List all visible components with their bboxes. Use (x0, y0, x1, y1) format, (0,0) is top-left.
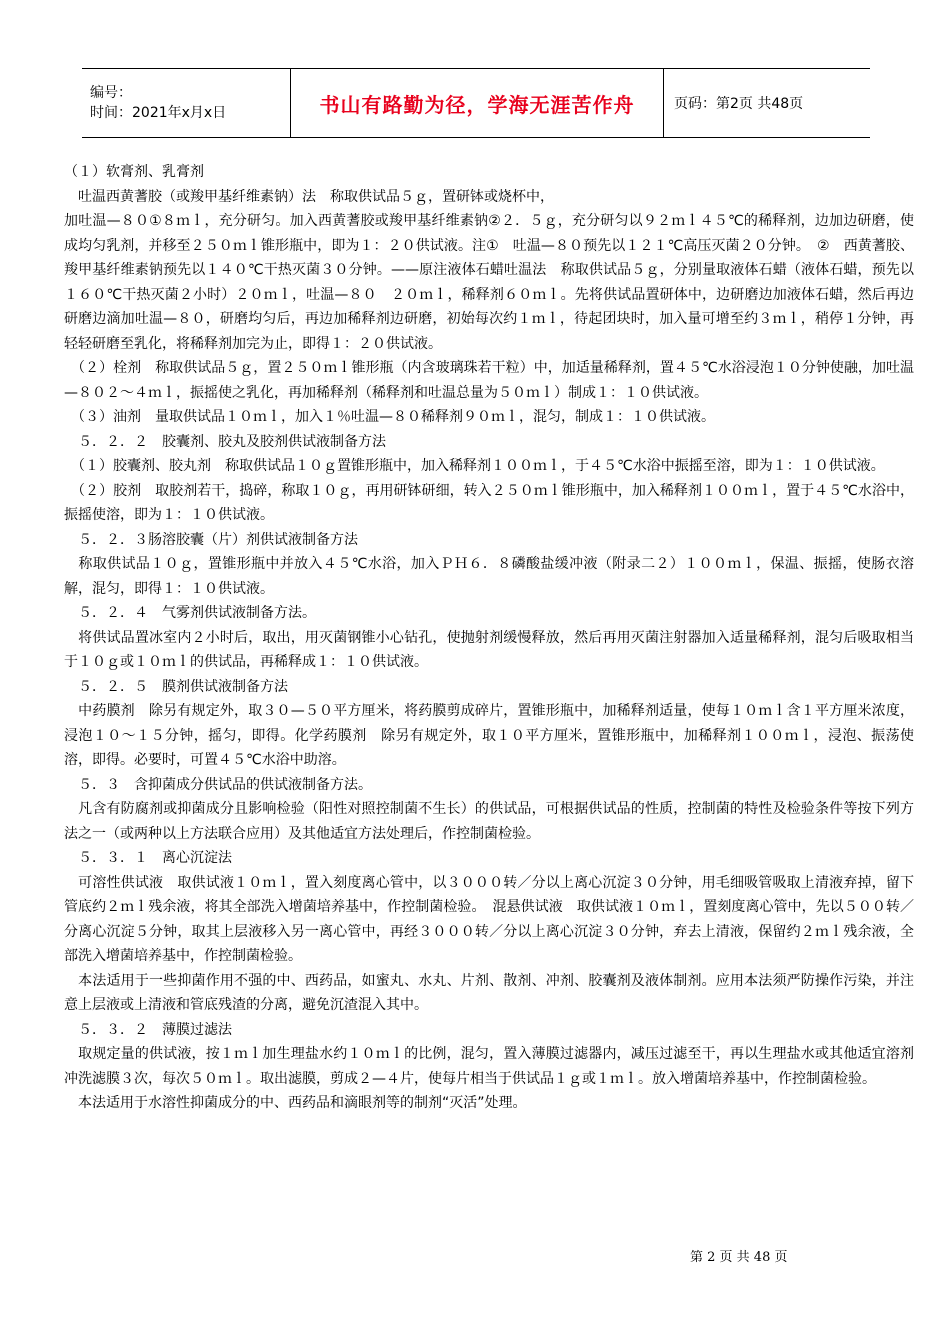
header-page-info (664, 69, 870, 137)
document-number-label: 编号： (90, 85, 132, 101)
motto-text: 书山有路勤为径，学海无涯苦作舟 (319, 92, 635, 117)
header-meta (82, 69, 291, 137)
body-paragraph: 中药膜剂 除另有规定外，取３０—５０平方厘米，将药膜剪成碎片，置锥形瓶中，加稀释剂适量，使每１０ｍｌ含１平方厘米浓度，浸泡１０～１５分钟，摇匀，即得。化学药膜剂 除另有规定外，取１０平方厘米，置锥形瓶中，加稀释剂１００ｍｌ，浸泡、振荡使溶，即得。必要时，可置４５℃水浴中助溶。 (64, 703, 914, 768)
body-paragraph: 加吐温—８０①８ｍｌ，充分研匀。加入西黄蓍胶或羧甲基纤维素钠②２．５ｇ，充分研匀以９２ｍｌ４５℃的稀释剂，边加边研磨，使成均匀乳剂，并移至２５０ｍｌ锥形瓶中，即为１：２０供试液。注① 吐温—８０预先以１２１℃高压灭菌２０分钟。 ② 西黄蓍胶、羧甲基纤维素钠预先以１４０℃干热灭菌３０分钟。——原注液体石蜡吐温法 称取供试品５ｇ，分别量取液体石蜡（液体石蜡，预先以１６０℃干热灭菌２小时）２０ｍｌ，吐温—８０ ２０ｍｌ，稀释剂６０ｍｌ。先将供试品置研体中，边研磨边加液体石蜡，然后再边研磨边滴加吐温—８０，研磨均匀后，再边加稀释剂边研磨，初始每次约１ｍｌ，待起团块时，加入量可增至约３ｍｌ，稍停１分钟，再轻轻研磨至乳化，将稀释剂加完为止，即得１：２０供试液。 (64, 213, 914, 352)
body-paragraph: 可溶性供试液 取供试液１０ｍｌ，置入刻度离心管中，以３０００转／分以上离心沉淀３０分钟，用毛细吸管吸取上清液弃掉，留下管底约２ｍｌ残余液，将其全部洗入增菌培养基中，作控制菌检验。 混悬供试液 取供试液１０ｍｌ，置刻度离心管中，先以５００转／分离心沉淀５分钟，取其上层液移入另一离心管中，再经３０００转／分以上离心沉淀３０分钟，弃去上清液，保留约２ｍｌ残余液，全部洗入增菌培养基中，作控制菌检验。 (64, 874, 914, 964)
header-motto (291, 69, 664, 137)
page-footer: 第 2 页 共 48 页 (690, 1250, 788, 1265)
body-paragraph: ５．３．２ 薄膜过滤法 (64, 1021, 232, 1038)
body-paragraph: ５．２．３肠溶胶囊（片）剂供试液制备方法 (64, 531, 358, 548)
page-info-text: 页码：第2页 共48页 (674, 96, 804, 112)
body-paragraph: 凡含有防腐剂或抑菌成分且影响检验（阳性对照控制菌不生长）的供试品，可根据供试品的性质，控制菌的特性及检验条件等按下列方法之一（或两种以上方法联合应用）及其他适宜方法处理后，作控制菌检验。 (64, 801, 914, 842)
document-body (64, 160, 914, 1116)
body-paragraph: 将供试品置冰室内２小时后，取出，用灭菌钢锥小心钻孔，使抛射剂缓慢释放，然后再用灭菌注射器加入适量稀释剂，混匀后吸取相当于１０ｇ或１０ｍｌ的供试品，再稀释成１：１０供试液。 (64, 629, 914, 670)
page-header (82, 68, 870, 138)
body-paragraph: 吐温西黄蓍胶（或羧甲基纤维素钠）法 称取供试品５ｇ，置研钵或烧杯中， (64, 188, 554, 205)
body-paragraph: ５．２．４ 气雾剂供试液制备方法。 (64, 605, 316, 621)
body-paragraph: ５．２．２ 胶囊剂、胶丸及胶剂供试液制备方法 (64, 433, 386, 450)
body-paragraph: 取规定量的供试液，按１ｍｌ加生理盐水约１０ｍｌ的比例，混匀，置入薄膜过滤器内，减压过滤至干，再以生理盐水或其他适宜溶剂冲洗滤膜３次，每次５０ｍｌ。取出滤膜，剪成２—４片，使每片相当于供试品１ｇ或１ｍｌ。放入增菌培养基中，作控制菌检验。 (64, 1046, 914, 1087)
body-paragraph: （２）胶剂 取胶剂若干，捣碎，称取１０ｇ，再用研钵研细，转入２５０ｍｌ锥形瓶中，加入稀释剂１００ｍｌ，置于４５℃水浴中，振摇使溶，即为１：１０供试液。 (64, 482, 914, 523)
body-paragraph: ５．２．５ 膜剂供试液制备方法 (64, 678, 288, 695)
body-paragraph: （３）油剂 量取供试品１０ｍｌ，加入１％吐温—８０稀释剂９０ｍｌ，混匀，制成１：１０供试液。 (64, 409, 715, 425)
body-paragraph: （１）胶囊剂、胶丸剂 称取供试品１０ｇ置锥形瓶中，加入稀释剂１００ｍｌ，于４５℃水浴中振摇至溶，即为１：１０供试液。 (64, 458, 885, 474)
body-paragraph: ５．３ 含抑菌成分供试品的供试液制备方法。 (64, 776, 372, 793)
body-paragraph: （１）软膏剂、乳膏剂 (64, 164, 204, 180)
document-date: 时间：2021年x月x日 (90, 105, 227, 121)
body-paragraph: （２）栓剂 称取供试品５ｇ，置２５０ｍｌ锥形瓶（内含玻璃珠若干粒）中，加适量稀释剂，置４５℃水浴浸泡１０分钟使融，加吐温—８０２～４ｍｌ，振摇使之乳化，再加稀释剂（稀释剂和吐温总量为５０ｍｌ）制成１：１０供试液。 (64, 360, 914, 401)
body-paragraph: 称取供试品１０ｇ，置锥形瓶中并放入４５℃水浴，加入ＰＨ６．８磷酸盐缓冲液（附录二２）１００ｍｌ，保温、振摇，使肠衣溶解，混匀，即得１：１０供试液。 (64, 556, 914, 597)
body-paragraph: ５．３．１ 离心沉淀法 (64, 850, 232, 866)
body-paragraph: 本法适用于一些抑菌作用不强的中、西药品，如蜜丸、水丸、片剂、散剂、冲剂、胶囊剂及液体制剂。应用本法须严防操作污染，并注意上层液或上清液和管底残渣的分离，避免沉渣混入其中。 (64, 972, 914, 1013)
body-paragraph: 本法适用于水溶性抑菌成分的中、西药品和滴眼剂等的制剂“灭活”处理。 (64, 1095, 527, 1111)
